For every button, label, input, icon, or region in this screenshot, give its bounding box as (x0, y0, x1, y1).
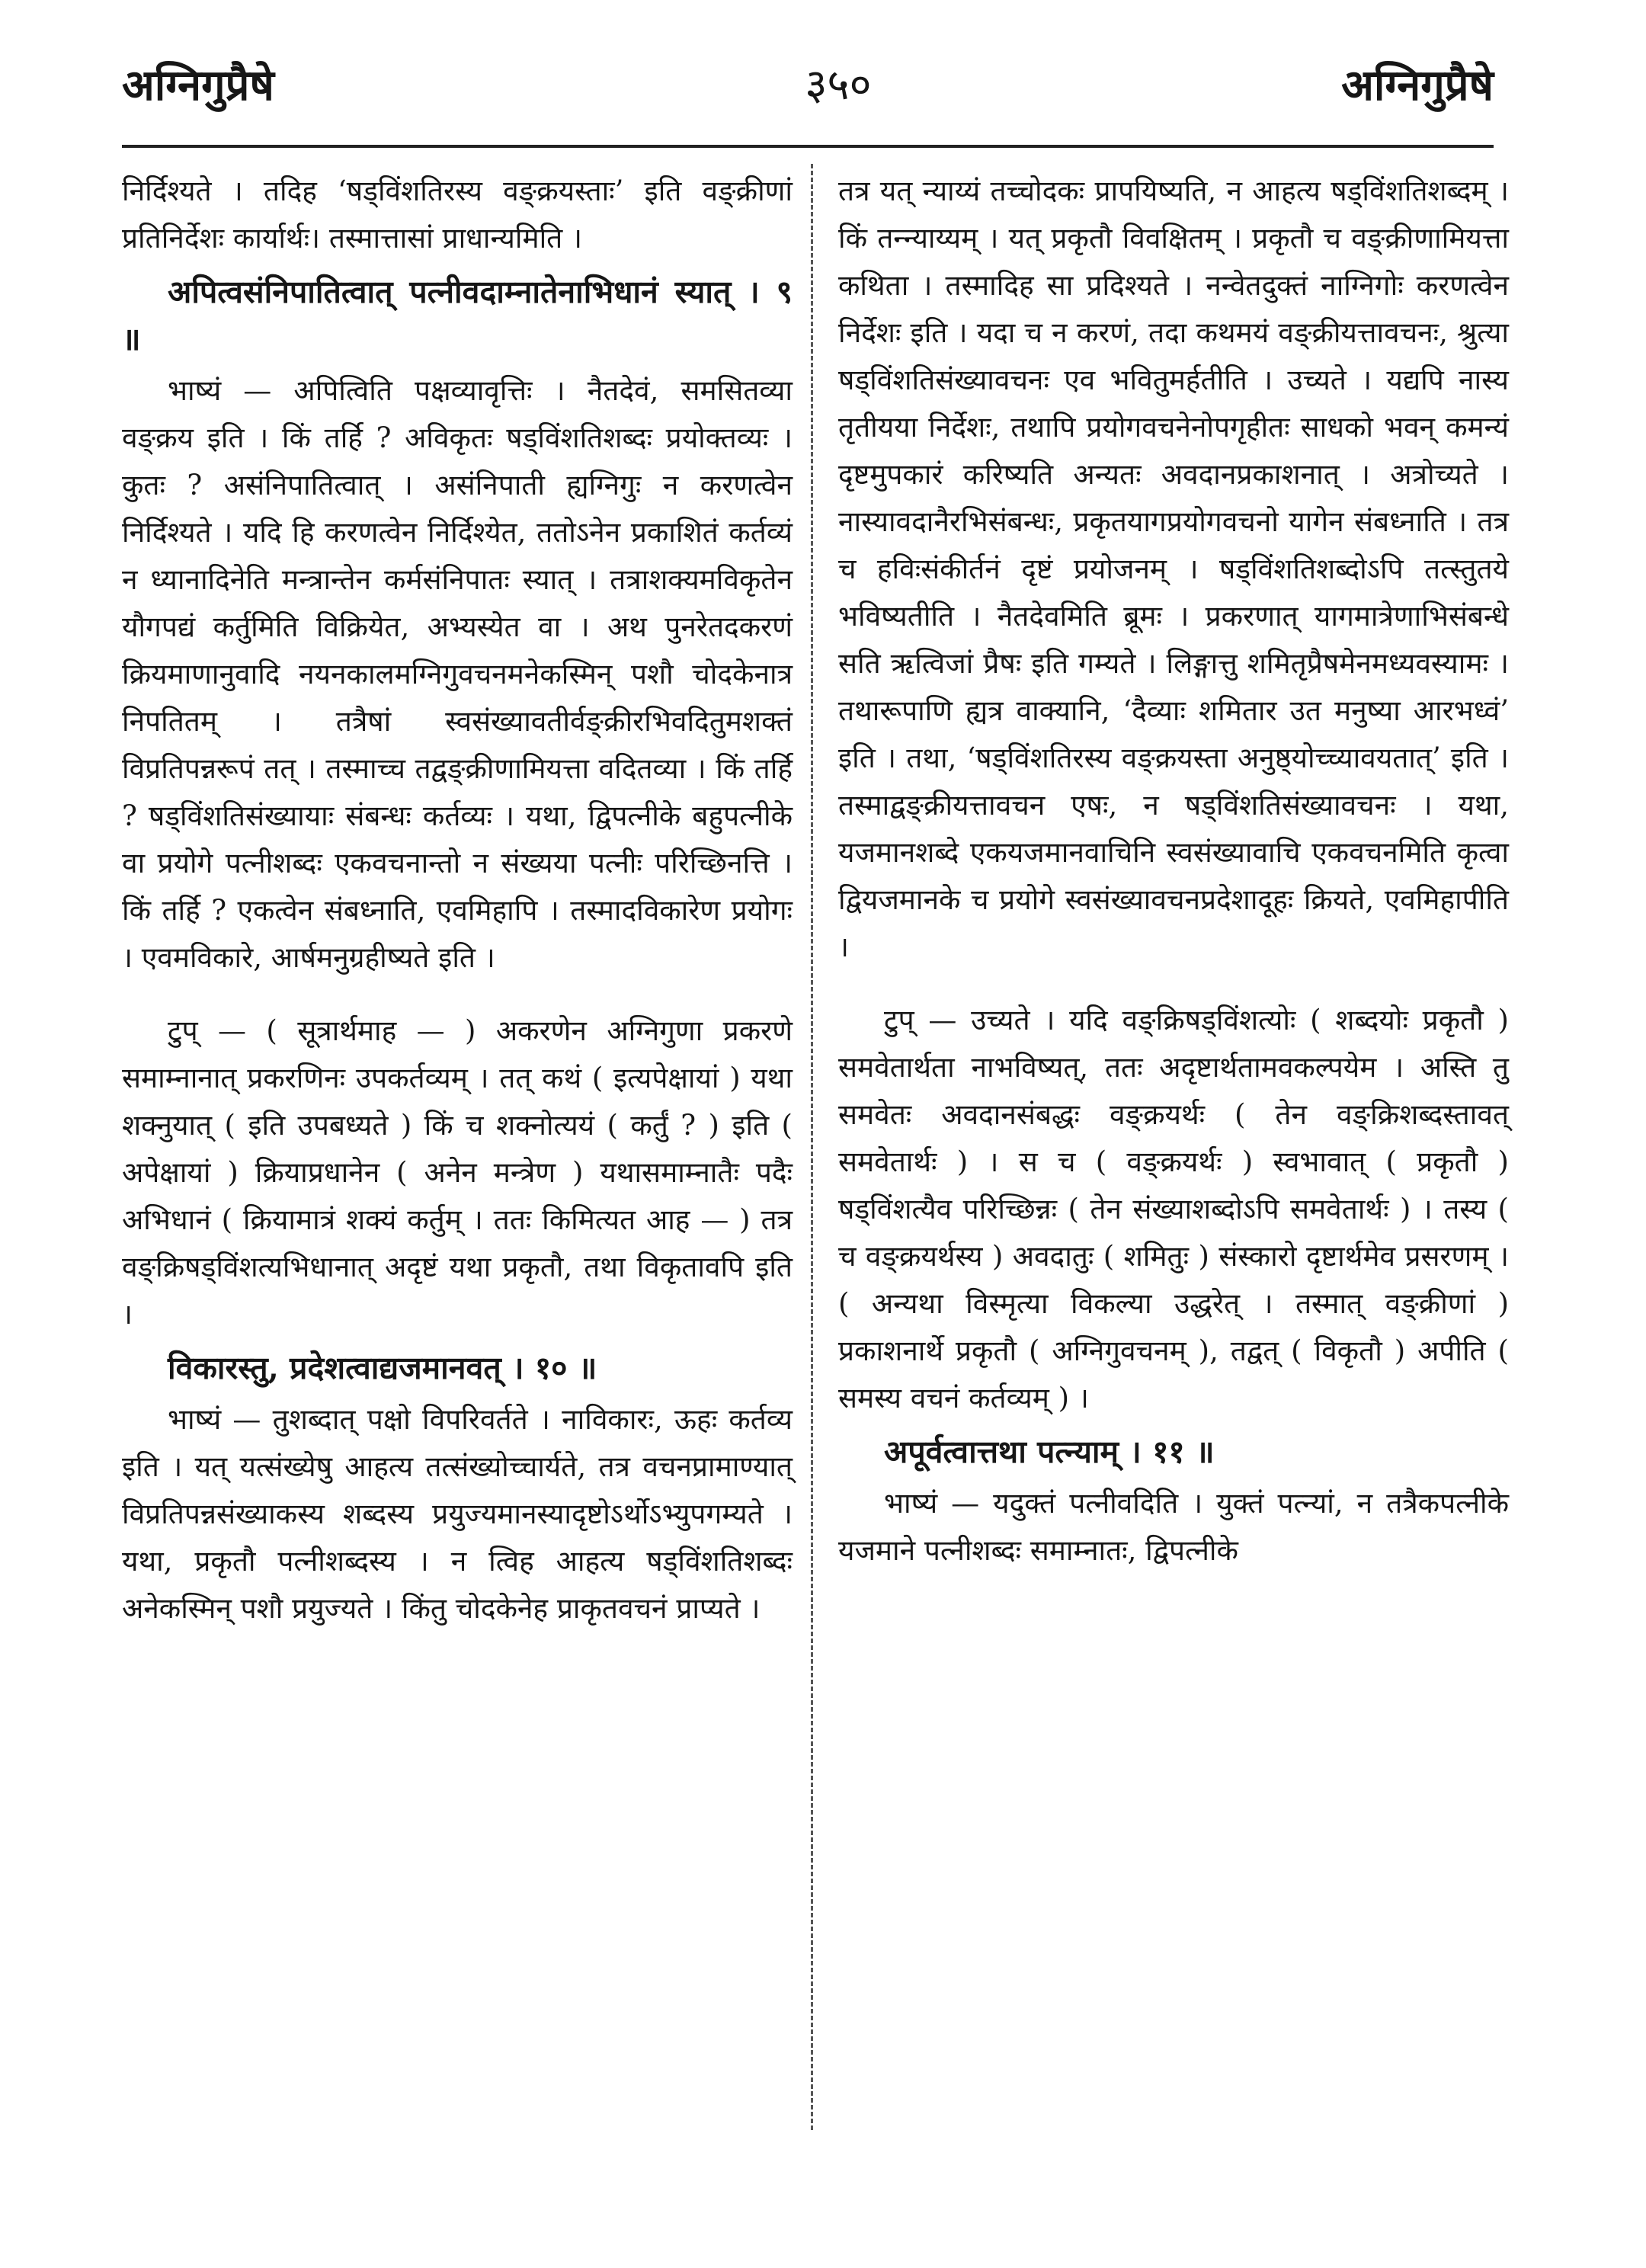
column-divider (811, 164, 815, 2130)
tup-commentary: टुप् — उच्यते । यदि वङ्क्रिषड्विंशत्योः ( शब्दयोः प्रकृतौ ) समवेतार्थता नाभविष्यत्, ततः अदृष्टार्थतामवकल्पयेम । अस्ति तु समवेतः अवदानसंबद्धः वङ्क्रयर्थः ( तेन वङ्क्रिशब्दस्तावत् समवेतार्थः ) । स च ( वङ्क्रयर्थः ) स्वभावात् ( प्रकृतौ ) षड्विंशत्यैव परिच्छिन्नः ( तेन संख्याशब्दोऽपि समवेतार्थः ) । तस्य ( च वङ्क्रयर्थस्य ) अवदातुः ( शमितुः ) संस्कारो दृष्टार्थमेव प्रसरणम् । ( अन्यथा विस्मृत्या विकल्या उद्धरेत् । तस्मात् वङ्क्रीणां ) प्रकाशनार्थे प्रकृतौ ( अग्निगुवचनम् ), तद्वत् ( विकृतौ ) अपीति ( समस्य वचनं कर्तव्यम् ) । (838, 1004, 1509, 1414)
bhashya-11: भाष्यं — यदुक्तं पत्नीवदिति । युक्तं पत्न्यां, न तत्रैकपत्नीके यजमाने पत्नीशब्दः समाम्नातः, द्विपत्नीके (838, 1487, 1509, 1567)
bhashya-9: भाष्यं — अपित्विति पक्षव्यावृत्तिः । नैतदेवं, समसितव्या वङ्क्रय इति । किं तर्हि ? अविकृतः षड्विंशतिशब्दः प्रयोक्तव्यः । कुतः ? असंनिपातित्वात् । असंनिपाती ह्यग्निगुः न करणत्वेन निर्दिश्यते । यदि हि करणत्वेन निर्दिश्येत, ततोऽनेन प्रकाशितं कर्तव्यं न ध्यानादिनेति मन्त्रान्तेन कर्मसंनिपातः स्यात् । तत्राशक्यमविकृतेन यौगपद्यं कर्तुमिति विक्रियेत, अभ्यस्येत वा । अथ पुनरेतदकरणं क्रियमाणानुवादि नयनकालमग्निगुवचनमनेकस्मिन् पशौ चोदकेनात्र निपतितम् । तत्रैषां स्वसंख्यावतीर्वङ्क्रीरभिवदितुमशक्तं विप्रतिपन्नरूपं तत् । तस्माच्च तद्वङ्क्रीणामियत्ता वदितव्या । किं तर्हि ? षड्विंशतिसंख्यायाः संबन्धः कर्तव्यः । यथा, द्विपत्नीके बहुपत्नीके वा प्रयोगे पत्नीशब्दः एकवचनान्तो न संख्यया पत्नीः परिच्छिनत्ति । किं तर्हि ? एकत्वेन संबध्नाति, एवमिहापि । तस्मादविकारेण प्रयोगः । एवमविकारे, आर्षमनुग्रहीष्यते इति । (122, 374, 793, 974)
running-head-right: अग्निगुप्रैषे (1341, 60, 1494, 111)
running-head-left: अग्निगुप्रैषे (122, 60, 274, 111)
bhashya-10: भाष्यं — तुशब्दात् पक्षो विपरिवर्तते । नाविकारः, ऊहः कर्तव्य इति । यत् यत्संख्येषु आहत्य तत्संख्योच्चार्यते, तत्र वचनप्रामाण्यात् विप्रतिपन्नसंख्याकस्य शब्दस्य प्रयुज्यमानस्यादृष्टोऽर्थोऽभ्युपगम्यते । यथा, प्रकृतौ पत्नीशब्दस्य । न त्विह आहत्य षड्विंशतिशब्दः अनेकस्मिन् पशौ प्रयुज्यते । किंतु चोदकेनेह प्राकृतवचनं प्राप्यते । (122, 1403, 793, 1625)
left-column (122, 168, 793, 1637)
paragraph: निर्दिश्यते । तदिह ‘षड्विंशतिरस्य वङ्क्रयस्ताः’ इति वङ्क्रीणां प्रतिनिर्देशः कार्यार्थः। तस्मात्तासां प्राधान्यमिति । (122, 175, 793, 255)
right-column (838, 168, 1509, 1579)
sutra-9: अपित्वसंनिपातित्वात् पत्नीवदाम्नातेनाभिधानं स्यात् । ९ ॥ (122, 274, 793, 357)
sutra-10: विकारस्तु, प्रदेशत्वाद्यजमानवत् । १० ॥ (168, 1350, 597, 1386)
header-rule (122, 145, 1494, 148)
sutra-11: अपूर्वत्वात्तथा पत्न्याम् । ११ ॥ (884, 1434, 1215, 1470)
tup-commentary: टुप् — ( सूत्रार्थमाह — ) अकरणेन अग्निगुणा प्रकरणे समाम्नानात् प्रकरणिनः उपकर्तव्यम् । तत् कथं ( इत्यपेक्षायां ) यथा शक्नुयात् ( इति उपबध्यते ) किं च शक्नोत्ययं ( कर्तुं ? ) इति ( अपेक्षायां ) क्रियाप्रधानेन ( अनेन मन्त्रेण ) यथासमाम्नातैः पदैः अभिधानं ( क्रियामात्रं शक्यं कर्तुम् । ततः किमित्यत आह — ) तत्र वङ्क्रिषड्विंशत्यभिधानात् अदृष्टं यथा प्रकृतौ, तथा विकृतावपि इति । (122, 1014, 793, 1331)
paragraph: तत्र यत् न्याय्यं तच्चोदकः प्रापयिष्यति, न आहत्य षड्विंशतिशब्दम् । किं तन्न्याय्यम् । यत् प्रकृतौ विवक्षितम् । प्रकृतौ च वङ्क्रीणामियत्ता कथिता । तस्मादिह सा प्रदिश्यते । नन्वेतदुक्तं नाग्निगोः करणत्वेन निर्देशः इति । यदा च न करणं, तदा कथमयं वङ्क्रीयत्तावचनः, श्रुत्या षड्विंशतिसंख्यावचनः एव भवितुमर्हतीति । उच्यते । यद्यपि नास्य तृतीयया निर्देशः, तथापि प्रयोगवचनेनोपगृहीतः साधको भवन् कमन्यं दृष्टमुपकारं करिष्यति अन्यतः अवदानप्रकाशनात् । अत्रोच्यते । नास्यावदानैरभिसंबन्धः, प्रकृतयागप्रयोगवचनो यागेन संबध्नाति । तत्र च हविःसंकीर्तनं दृष्टं प्रयोजनम् । षड्विंशतिशब्दोऽपि तत्स्तुतये भविष्यतीति । नैतदेवमिति ब्रूमः । प्रकरणात् यागमात्रेणाभिसंबन्धे सति ऋत्विजां प्रैषः इति गम्यते । लिङ्गात्तु शमितृप्रैषमेनमध्यवस्यामः । तथारूपाणि ह्यत्र वाक्यानि, ‘दैव्याः शमितार उत मनुष्या आरभध्वं’ इति । तथा, ‘षड्विंशतिरस्य वङ्क्रयस्ता अनुष्ठ्योच्च्यावयतात्’ इति । तस्माद्वङ्क्रीयत्तावचन एषः, न षड्विंशतिसंख्यावचनः । यथा, यजमानशब्दे एकयजमानवाचिनि स्वसंख्यावाचि एकवचनमिति कृत्वा द्वियजमानके च प्रयोगे स्वसंख्यावचनप्रदेशादूहः क्रियते, एवमिहापीति । (838, 175, 1509, 963)
page-number: ३५० (805, 60, 872, 110)
